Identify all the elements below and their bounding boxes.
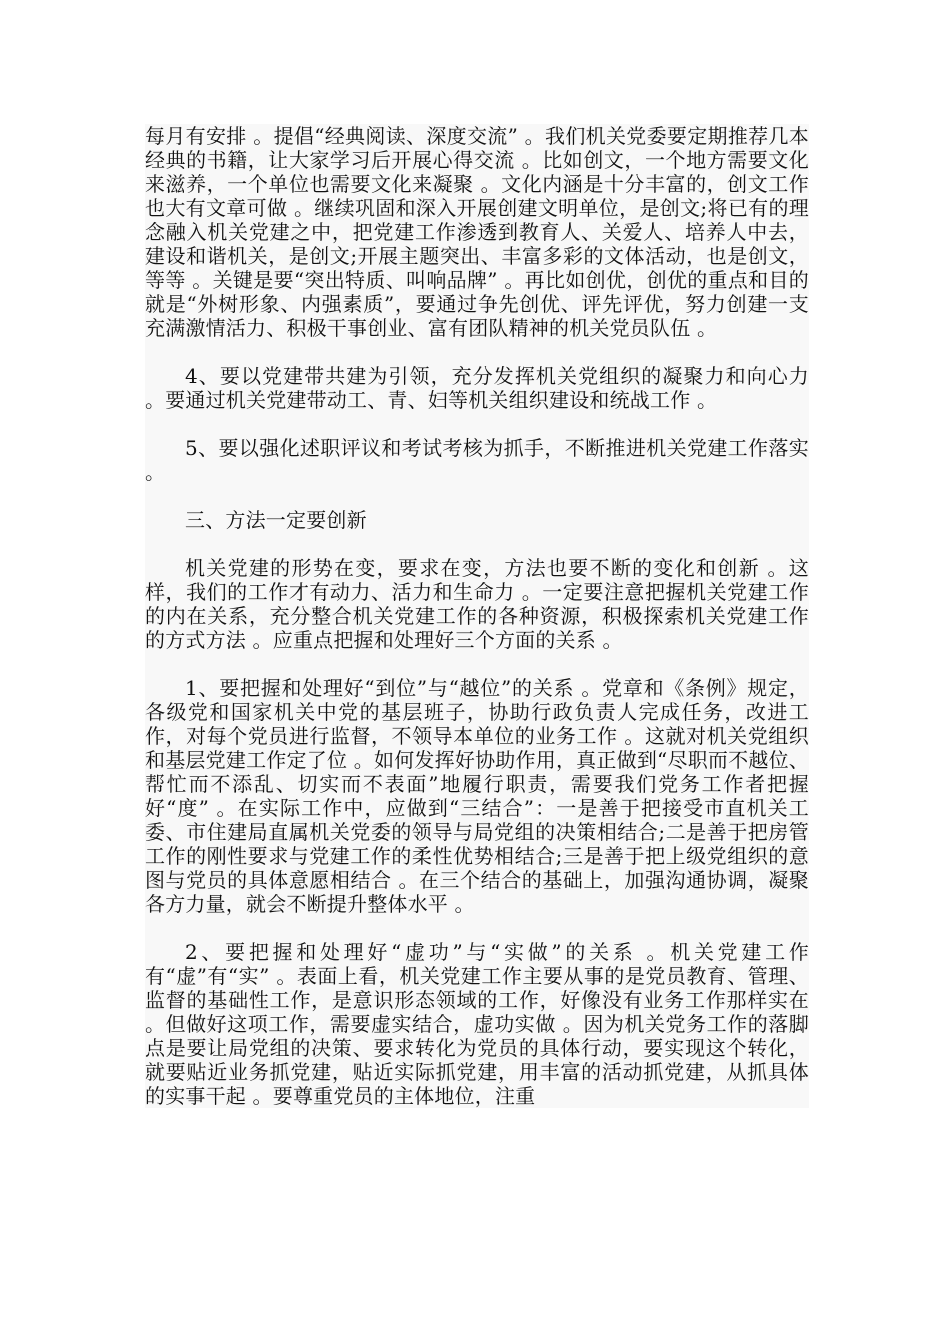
paragraph-gap — [145, 484, 809, 508]
section-heading-3: 三、方法一定要创新 — [185, 508, 367, 532]
paragraph-item-1: 1、要把握和处理好“到位”与“越位”的关系 。党章和《条例》规定，各级党和国家机关中党的基层班子，协助行政负责人完成任务，改进工作，对每个党员进行监督，不领导本单位的业务工作 。这就对机关党组织和基层党建工作定了位 。如何发挥好协助作用，真正做到“尽职而不越位、帮忙而不添乱、切实而不表面”地履行职责，需要我们党务工作者把握好“度” 。在实际工作中，应做到“三结合”：一是善于把接受市直机关工委、市住建局直属机关党委的领导与局党组的决策相结合;二是善于把房管工作的刚性要求与党建工作的柔性优势相结合;三是善于把上级党组织的意图与党员的具体意愿相结合 。在三个结合的基础上，加强沟通协调，凝聚各方力量，就会不断提升整体水平 。 — [145, 676, 809, 916]
paragraph-continuation: 每月有安排 。提倡“经典阅读、深度交流” 。我们机关党委要定期推荐几本经典的书籍，让大家学习后开展心得交流 。比如创文，一个地方需要文化来滋养，一个单位也需要文化来凝聚 。文化内涵是十分丰富的，创文工作也大有文章可做 。继续巩固和深入开展创建文明单位，是创文;将已有的理念融入机关党建之中，把党建工作渗透到教育人、关爱人、培养人中去，建设和谐机关，是创文;开展主题突出、丰富多彩的文体活动，也是创文，等等 。关键是要“突出特质、叫响品牌” 。再比如创优，创优的重点和目的就是“外树形象、内强素质”，要通过争先创优、评先评优，努力创建一支充满激情活力、积极干事创业、富有团队精神的机关党员队伍 。 — [145, 124, 809, 340]
paragraph-gap — [145, 916, 809, 940]
document-body — [145, 124, 809, 1108]
paragraph-section-intro: 机关党建的形势在变，要求在变，方法也要不断的变化和创新 。这样，我们的工作才有动力、活力和生命力 。一定要注意把握机关党建工作的内在关系，充分整合机关党建工作的各种资源，积极探索机关党建工作的方式方法 。应重点把握和处理好三个方面的关系 。 — [145, 556, 809, 652]
paragraph-item-4: 4、要以党建带共建为引领，充分发挥机关党组织的凝聚力和向心力 。要通过机关党建带动工、青、妇等机关组织建设和统战工作 。 — [145, 364, 809, 412]
paragraph-gap — [145, 412, 809, 436]
paragraph-gap — [145, 340, 809, 364]
paragraph-item-5: 5、要以强化述职评议和考试考核为抓手，不断推进机关党建工作落实 。 — [145, 436, 809, 484]
paragraph-item-2: 2、要把握和处理好“虚功”与“实做”的关系 。机关党建工作有“虚”有“实” 。表面上看，机关党建工作主要从事的是党员教育、管理、监督的基础性工作，是意识形态领域的工作，好像没有业务工作那样实在 。但做好这项工作，需要虚实结合，虚功实做 。因为机关党务工作的落脚点是要让局党组的决策、要求转化为党员的具体行动，要实现这个转化，就要贴近业务抓党建，贴近实际抓党建，用丰富的活动抓党建，从抓具体的实事干起 。要尊重党员的主体地位，注重 — [145, 940, 809, 1108]
paragraph-gap — [145, 532, 809, 556]
paragraph-gap — [145, 652, 809, 676]
